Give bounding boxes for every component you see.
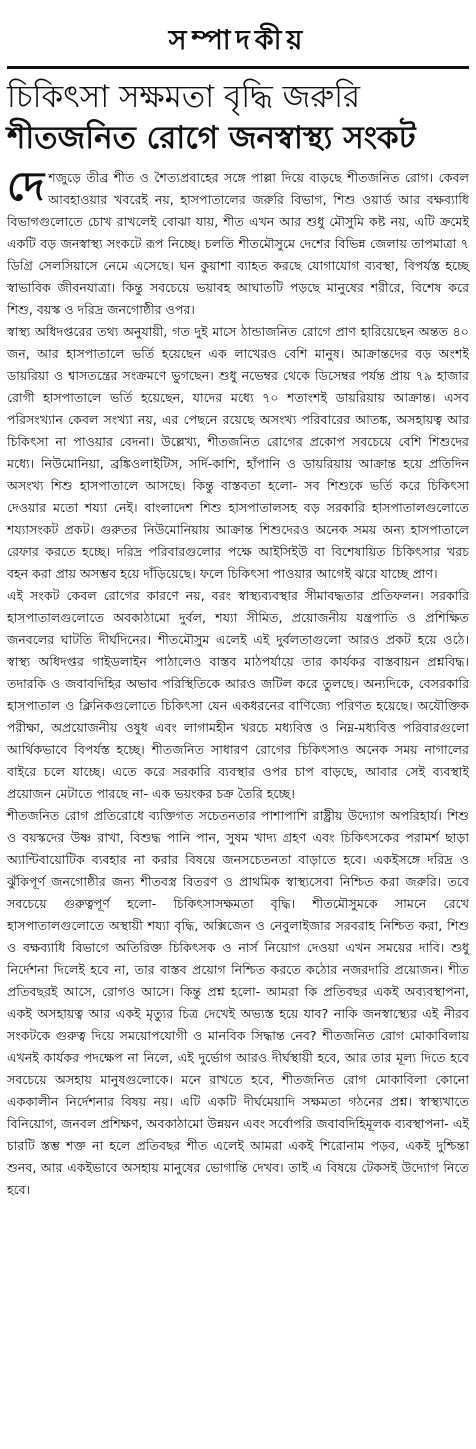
divider-rule (7, 66, 469, 69)
headline-line-2: শীতজনিত রোগে জনস্বাস্থ্য সংকট (7, 120, 416, 156)
drop-cap: দে (7, 164, 45, 210)
article-paragraph: শীতজনিত রোগ প্রতিরোধে ব্যক্তিগত সচেতনতার পাশাপাশি রাষ্ট্রীয় উদ্যোগ অপরিহার্য। শিশু ও বয়স্কদের উষ্ণ রাখা, বিশুদ্ধ পানি পান, সুষম খাদ্য গ্রহণ এবং চিকিৎসকের পরামর্শ ছাড়া অ্যান্টিবায়োটিক ব্যবহার না করার বিষয়ে জনসচেতনতা বাড়াতে হবে। একইসঙ্গে দরিদ্র ও ঝুঁকিপূর্ণ জনগোষ্ঠীর জন্য শীতবস্ত্র বিতরণ ও প্রাথমিক স্বাস্থ্যসেবা নিশ্চিত করা জরুরি। তবে সবচেয়ে গুরুত্বপূর্ণ হলো- চিকিৎসাসক্ষমতা বৃদ্ধি। শীতমৌসুমকে সামনে রেখে হাসপাতালগুলোতে অস্থায়ী শয্যা বৃদ্ধি, অক্সিজেন ও নেবুলাইজার সরবরাহ নিশ্চিত করা, শিশু ও বক্ষব্যাধি বিভাগে অতিরিক্ত চিকিৎসক ও নার্স নিয়োগ দেওয়া এখন সময়ের দাবি। শুধু নির্দেশনা দিলেই হবে না, তার বাস্তব প্রয়োগ নিশ্চিত করতে কঠোর নজরদারি প্রয়োজন। শীত প্রতিবছরই আসে, রোগও আসে। কিন্তু প্রশ্ন হলো- আমরা কি প্রতিবছর একই অব্যবস্থাপনা, একই অসহায়ত্ব আর একই মৃত্যুর চিত্র দেখেই অভ্যস্ত হয়ে যাব? নাকি জনস্বাস্থ্যের এই নীরব সংকটকে গুরুত্ব দিয়ে সময়োপযোগী ও মানবিক সিদ্ধান্ত নেব? শীতজনিত রোগ মোকাবিলায় এখনই কার্যকর পদক্ষেপ না নিলে, এই দুর্ভোগ আরও দীর্ঘস্থায়ী হবে, আর তার মূল্য দিতে হবে সবচেয়ে অসহায় মানুষগুলোকে। মনে রাখতে হবে, শীতজনিত রোগ মোকাবিলা কোনো এককালীন নির্দেশনার বিষয় নয়। এটি একটি দীর্ঘমেয়াদি সক্ষমতা গঠনের প্রশ্ন। স্বাস্থ্যখাতে বিনিয়োগ, জনবল প্রশিক্ষণ, অবকাঠামো উন্নয়ন এবং সর্বোপরি জবাবদিহিমূলক ব্যবস্থাপনা- এই চারটি স্তম্ভ শক্ত না হলে প্রতিবছর শীত এলেই আমরা একই শিরোনাম পড়ব, একই দুশ্চিন্তা শুনব, আর একইভাবে অসহায় মানুষের ভোগান্তি দেখব। তাই এ বিষয়ে টেকসই উদ্যোগ নিতে হবে। (7, 808, 469, 1197)
paragraph-text: শজুড়ে তীব্র শীত ও শৈত্যপ্রবাহের সঙ্গে পাল্লা দিয়ে বাড়ছে শীতজনিত রোগ। কেবল আবহাওয়ার খবরেই নয়, হাসপাতালের জরুরি বিভাগ, শিশু ওয়ার্ড আর বক্ষব্যাধি বিভাগগুলোতে চোখ রাখলেই বোঝা যায়, শীত এখন আর শুধু মৌসুমি কষ্ট নয়, এটি ক্রমেই একটি বড় জনস্বাস্থ্য সংকটে রূপ নিচ্ছে। চলতি শীতমৌসুমে দেশের বিভিন্ন জেলায় তাপমাত্রা ৭ ডিগ্রি সেলসিয়াসে নেমে এসেছে। ঘন কুয়াশা ব্যাহত করছে যোগাযোগ ব্যবস্থা, বিপর্যস্ত হচ্ছে স্বাভাবিক জীবনযাত্রা। কিন্তু সবচেয়ে ভয়াবহ আঘাতটি পড়ছে মানুষের শরীরে, বিশেষ করে শিশু, বয়স্ক ও দরিদ্র জনগোষ্ঠীর ওপর। (7, 170, 469, 317)
article-paragraph (7, 164, 469, 321)
article-paragraph: এই সংকট কেবল রোগের কারণে নয়, বরং স্বাস্থ্যব্যবস্থার সীমাবদ্ধতার প্রতিফলন। সরকারি হাসপাতালগুলোতে অবকাঠামো দুর্বল, শয্যা সীমিত, প্রয়োজনীয় যন্ত্রপাতি ও প্রশিক্ষিত জনবলের ঘাটতি দীর্ঘদিনের। শীতমৌসুম এলেই এই দুর্বলতাগুলো আরও প্রকট হয়ে ওঠে। স্বাস্থ্য অধিদপ্তর গাইডলাইন পাঠালেও বাস্তব মাঠপর্যায়ে তার কার্যকর বাস্তবায়ন প্রশ্নবিদ্ধ। তদারকি ও জবাবদিহির অভাব পরিস্থিতিকে আরও জটিল করে তুলছে। অন্যদিকে, বেসরকারি হাসপাতাল ও ক্লিনিকগুলোতে চিকিৎসা যেন একধরনের বাণিজ্যে পরিণত হয়েছে। অযৌক্তিক পরীক্ষা, অপ্রয়োজনীয় ওষুধ এবং লাগামহীন খরচে মধ্যবিত্ত ও নিম্ন-মধ্যবিত্ত পরিবারগুলো আর্থিকভাবে বিপর্যস্ত হচ্ছে। শীতজনিত সাধারণ রোগের চিকিৎসাও অনেক সময় নাগালের বাইরে চলে যাচ্ছে। এতে করে সরকারি ব্যবস্থার ওপর চাপ বাড়ছে, আবার সেই ব্যবস্থাই প্রয়োজন মেটাতে পারছে না- এক ভয়ংকর চক্র তৈরি হচ্ছে। (7, 588, 469, 801)
article-body (7, 164, 469, 1201)
section-label: সম্পাদকীয় (168, 25, 308, 56)
article-paragraph: স্বাস্থ্য অধিদপ্তরের তথ্য অনুযায়ী, গত দুই মাসে ঠান্ডাজনিত রোগে প্রাণ হারিয়েছেন অন্তত ৪০ জন, আর হাসপাতালে ভর্তি হয়েছেন এক লাখেরও বেশি মানুষ। আক্রান্তদের বড় অংশই ডায়রিয়া ও শ্বাসতন্ত্রের সংক্রমণে ভুগছেন। শুধু নভেম্বর থেকে ডিসেম্বর পর্যন্ত প্রায় ৭৯ হাজার রোগী হাসপাতালে ভর্তি হয়েছেন, যাদের মধ্যে ৭০ শতাংশই ডায়রিয়ায় আক্রান্ত। এসব পরিসংখ্যান কেবল সংখ্যা নয়, এর পেছনে রয়েছে অসংখ্য পরিবারের আতঙ্ক, অসহায়ত্ব আর চিকিৎসা না পাওয়ার বেদনা। উল্লেখ্য, শীতজনিত রোগের প্রকোপ সবচেয়ে বেশি শিশুদের মধ্যে। নিউমোনিয়া, ব্রঙ্কিওলাইটিস, সর্দি-কাশি, হাঁপানি ও ডায়রিয়ায় আক্রান্ত হয়ে প্রতিদিন অসংখ্য শিশু হাসপাতালে আসছে। কিন্তু বাস্তবতা হলো- সব শিশুকে ভর্তি করে চিকিৎসা দেওয়ার মতো শয্যা নেই। বাংলাদেশ শিশু হাসপাতালসহ বড় সরকারি হাসপাতালগুলোতে শয্যাসংকট প্রকট। গুরুতর নিউমোনিয়ায় আক্রান্ত শিশুদেরও অনেক সময় অন্য হাসপাতালে রেফার করতে হচ্ছে। দরিদ্র পরিবারগুলোর পক্ষে আইসিইউ বা বিশেষায়িত চিকিৎসার খরচ বহন করা প্রায় অসম্ভব হয়ে দাঁড়িয়েছে। ফলে চিকিৎসা পাওয়ার আগেই ঝরে যাচ্ছে প্রাণ। (7, 324, 469, 581)
headline-line-1: চিকিৎসা সক্ষমতা বৃদ্ধি জরুরি (7, 79, 361, 115)
